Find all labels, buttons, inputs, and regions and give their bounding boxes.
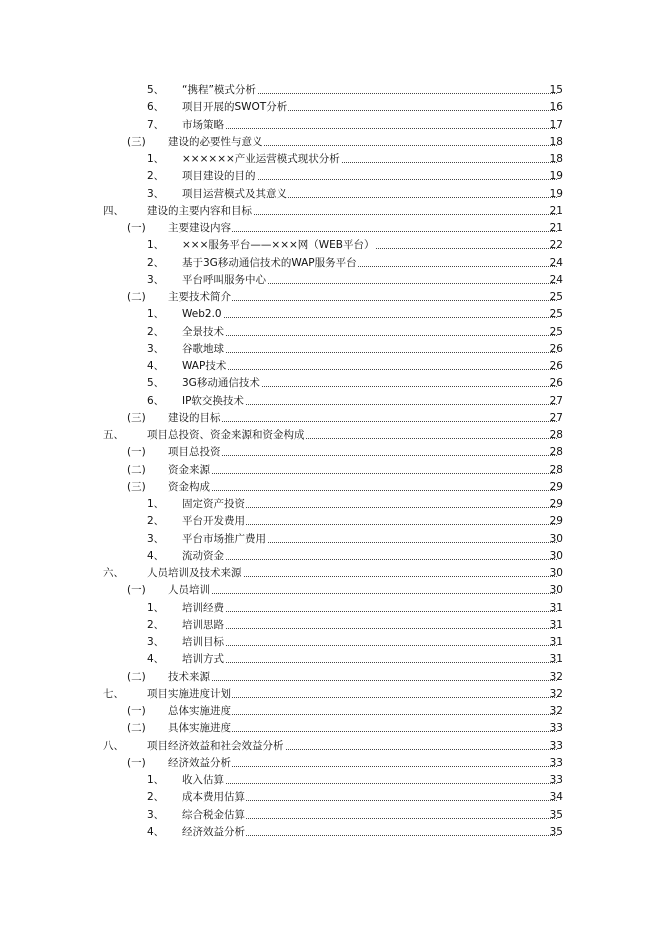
toc-entry-number: (一): [127, 446, 146, 459]
toc-entry-number: 六、: [103, 567, 124, 579]
toc-page-number: 25: [549, 308, 563, 321]
toc-entry-number: (一): [127, 756, 146, 769]
toc-entry-title: 流动资金: [182, 549, 224, 562]
toc-entry-number: 4、: [147, 653, 165, 666]
toc-entry-number: 6、: [147, 101, 165, 114]
toc-entry-number: (二): [127, 463, 146, 476]
toc-entry-number: 1、: [147, 498, 165, 510]
toc-entry[interactable]: [0, 686, 662, 702]
toc-entry-number: (二): [127, 670, 146, 683]
toc-entry-number: (二): [127, 291, 146, 303]
toc-entry-number: 五、: [103, 429, 124, 441]
toc-entry-number: 5、: [147, 377, 165, 390]
toc-entry-number: 1、: [147, 308, 165, 321]
toc-dot-leader: [182, 559, 557, 560]
toc-entry-number: 七、: [103, 687, 124, 700]
toc-entry-title: 经济效益分析: [182, 825, 245, 838]
toc-entry-number: 3、: [147, 636, 165, 648]
toc-page-number: 29: [549, 480, 563, 493]
toc-page-number: 27: [549, 411, 563, 424]
toc-entry-title: 培训目标: [182, 636, 224, 648]
toc-page-number: 25: [549, 325, 563, 338]
toc-entry[interactable]: [0, 237, 662, 253]
toc-page-number: 27: [549, 394, 563, 407]
toc-entry-number: 1、: [147, 601, 165, 614]
toc-dot-leader: [182, 369, 557, 370]
toc-entry-title: 项目经济效益和社会效益分析: [147, 739, 284, 752]
toc-entry-title: 人员培训及技术来源: [147, 567, 242, 579]
toc-entry-title: 资金来源: [168, 463, 210, 476]
toc-entry-number: 3、: [147, 808, 165, 821]
toc-entry[interactable]: [0, 82, 662, 98]
toc-entry[interactable]: [0, 134, 662, 150]
toc-entry-title: 3G移动通信技术: [182, 377, 260, 390]
toc-entry-title: 建设的主要内容和目标: [147, 204, 252, 217]
toc-entry-title: 技术来源: [168, 670, 210, 683]
toc-entry-number: 6、: [147, 394, 165, 407]
toc-entry[interactable]: [0, 479, 662, 495]
toc-dot-leader: [182, 783, 557, 784]
toc-entry-title: 培训方式: [182, 653, 224, 666]
toc-entry[interactable]: [0, 358, 662, 374]
toc-page-number: 18: [549, 153, 563, 165]
toc-entry-title: 固定资产投资: [182, 498, 245, 510]
toc-page-number: 25: [549, 291, 563, 303]
toc-entry-title: 成本费用估算: [182, 791, 245, 804]
toc-page-number: 33: [549, 722, 563, 735]
toc-entry-number: 5、: [147, 84, 165, 96]
toc-page-number: 32: [549, 687, 563, 700]
toc-entry-title: 主要技术简介: [168, 291, 231, 303]
toc-entry-title: 平台开发费用: [182, 515, 245, 528]
toc-entry-number: (三): [127, 480, 146, 493]
toc-entry-number: 4、: [147, 549, 165, 562]
toc-entry[interactable]: [0, 531, 662, 547]
toc-entry-number: (三): [127, 411, 146, 424]
toc-entry[interactable]: [0, 375, 662, 391]
toc-entry-title: 全景技术: [182, 325, 224, 338]
toc-page-number: 31: [549, 653, 563, 666]
toc-entry-number: 2、: [147, 170, 165, 183]
toc-entry-title: “携程”模式分析: [182, 84, 256, 96]
toc-entry-title: ××××××产业运营模式现状分析: [182, 153, 340, 165]
toc-page-number: 19: [549, 187, 563, 200]
toc-entry[interactable]: [0, 462, 662, 478]
toc-entry-number: 3、: [147, 342, 165, 355]
toc-entry-title: 具体实施进度: [168, 722, 231, 735]
toc-entry[interactable]: [0, 324, 662, 340]
toc-dot-leader: [182, 611, 557, 612]
toc-entry[interactable]: [0, 220, 662, 236]
toc-entry-title: 经济效益分析: [168, 756, 231, 769]
toc-entry[interactable]: [0, 738, 662, 754]
toc-entry-title: 项目总投资、资金来源和资金构成: [147, 429, 305, 441]
toc-page-number: 29: [549, 515, 563, 528]
toc-entry-title: 收入估算: [182, 774, 224, 786]
toc-page-number: 31: [549, 618, 563, 631]
toc-page-number: 33: [549, 739, 563, 752]
toc-entry-title: 培训经费: [182, 601, 224, 614]
toc-dot-leader: [168, 455, 557, 456]
toc-entry-number: 四、: [103, 204, 124, 217]
toc-dot-leader: [182, 662, 557, 663]
toc-dot-leader: [182, 335, 557, 336]
toc-entry-title: IP软交换技术: [182, 394, 244, 407]
toc-entry[interactable]: [0, 565, 662, 581]
toc-entry[interactable]: [0, 772, 662, 788]
toc-entry[interactable]: [0, 582, 662, 598]
toc-page-number: 30: [549, 532, 563, 545]
toc-page-number: 22: [549, 239, 563, 252]
toc-page-number: 18: [549, 135, 563, 148]
toc-entry[interactable]: [0, 151, 662, 167]
toc-page-number: 24: [549, 273, 563, 286]
toc-page-number: 35: [549, 808, 563, 821]
toc-entry-title: 项目开展的SWOT分析: [182, 101, 288, 114]
toc-dot-leader: [168, 421, 557, 422]
toc-entry[interactable]: [0, 427, 662, 443]
toc-page-number: 31: [549, 636, 563, 648]
toc-dot-leader: [182, 628, 557, 629]
toc-page-number: 32: [549, 670, 563, 683]
toc-entry-title: 人员培训: [168, 584, 210, 597]
toc-entry-title: 平台市场推广费用: [182, 532, 266, 545]
toc-entry[interactable]: [0, 496, 662, 512]
toc-page-number: 29: [549, 498, 563, 510]
toc-page-number: 19: [549, 170, 563, 183]
toc-page-number: 28: [549, 429, 563, 441]
toc-entry-title: ×××服务平台——×××网（WEB平台）: [182, 239, 375, 252]
toc-dot-leader: [182, 317, 557, 318]
toc-entry-title: 资金构成: [168, 480, 210, 493]
toc-page-number: 33: [549, 756, 563, 769]
toc-page-number: 15: [549, 84, 563, 96]
toc-entry[interactable]: [0, 807, 662, 823]
toc-entry[interactable]: [0, 255, 662, 271]
toc-dot-leader: [168, 490, 557, 491]
toc-entry-title: 谷歌地球: [182, 342, 224, 355]
toc-entry[interactable]: [0, 548, 662, 564]
toc-entry-title: 平台呼叫服务中心: [182, 273, 266, 286]
toc-entry-number: (一): [127, 584, 146, 597]
toc-entry-title: 主要建设内容: [168, 222, 231, 234]
toc-entry-title: 项目总投资: [168, 446, 221, 459]
toc-entry-title: 培训思路: [182, 618, 224, 631]
toc-page-number: 30: [549, 549, 563, 562]
toc-entry[interactable]: [0, 824, 662, 840]
toc-entry[interactable]: [0, 669, 662, 685]
toc-entry-title: 项目运营模式及其意义: [182, 187, 287, 200]
toc-page-number: 26: [549, 377, 563, 390]
toc-entry[interactable]: [0, 306, 662, 322]
toc-page-number: 21: [549, 204, 563, 217]
toc-page-number: 16: [549, 101, 563, 114]
toc-entry[interactable]: [0, 99, 662, 115]
toc-dot-leader: [182, 352, 557, 353]
toc-dot-leader: [182, 645, 557, 646]
toc-entry-number: 3、: [147, 187, 165, 200]
toc-entry[interactable]: [0, 289, 662, 305]
toc-entry-number: 4、: [147, 825, 165, 838]
toc-entry[interactable]: [0, 651, 662, 667]
toc-entry[interactable]: [0, 755, 662, 771]
toc-entry[interactable]: [0, 341, 662, 357]
toc-entry[interactable]: [0, 703, 662, 719]
toc-entry[interactable]: [0, 168, 662, 184]
toc-dot-leader: [168, 473, 557, 474]
toc-entry-number: (二): [127, 722, 146, 735]
toc-entry-number: 3、: [147, 273, 165, 286]
toc-entry[interactable]: [0, 203, 662, 219]
toc-page-number: 34: [549, 791, 563, 804]
toc-entry[interactable]: [0, 600, 662, 616]
toc-entry[interactable]: [0, 117, 662, 133]
toc-entry-number: 1、: [147, 774, 165, 786]
toc-page-number: 35: [549, 825, 563, 838]
toc-page-number: 32: [549, 705, 563, 717]
toc-entry[interactable]: [0, 617, 662, 633]
toc-entry[interactable]: [0, 410, 662, 426]
toc-entry-number: 7、: [147, 118, 165, 131]
toc-entry-number: 3、: [147, 532, 165, 545]
toc-page-number: 28: [549, 463, 563, 476]
toc-dot-leader: [182, 128, 557, 129]
toc-entry-title: 基于3G移动通信技术的WAP服务平台: [182, 256, 357, 269]
toc-dot-leader: [168, 680, 557, 681]
toc-entry-title: WAP技术: [182, 360, 227, 372]
toc-entry-number: 2、: [147, 791, 165, 804]
toc-entry-number: 1、: [147, 239, 165, 252]
toc-entry[interactable]: [0, 186, 662, 202]
toc-page-number: 24: [549, 256, 563, 269]
toc-entry[interactable]: [0, 634, 662, 650]
toc-entry[interactable]: [0, 272, 662, 288]
toc-page-number: 30: [549, 567, 563, 579]
toc-entry-title: 项目建设的目的: [182, 170, 256, 183]
toc-page-number: 26: [549, 360, 563, 372]
toc-entry-number: (一): [127, 705, 146, 717]
toc-entry-title: 建设的目标: [168, 411, 221, 424]
toc-entry[interactable]: [0, 513, 662, 529]
toc-entry-title: Web2.0: [182, 308, 222, 321]
toc-dot-leader: [168, 593, 557, 594]
toc-entry-number: 2、: [147, 515, 165, 528]
toc-entry-title: 项目实施进度计划: [147, 687, 231, 700]
toc-page-number: 28: [549, 446, 563, 459]
toc-page-number: 17: [549, 118, 563, 131]
toc-page-number: 21: [549, 222, 563, 234]
toc-entry-number: (一): [127, 222, 146, 234]
toc-page-number: 31: [549, 601, 563, 614]
toc-entry-number: 八、: [103, 739, 124, 752]
toc-entry-number: 1、: [147, 153, 165, 165]
toc-entry[interactable]: [0, 789, 662, 805]
toc-entry-title: 市场策略: [182, 118, 224, 131]
toc-entry[interactable]: [0, 720, 662, 736]
toc-page-number: 33: [549, 774, 563, 786]
toc-entry[interactable]: [0, 444, 662, 460]
toc-entry-title: 综合税金估算: [182, 808, 245, 821]
toc-entry-number: (三): [127, 135, 146, 148]
toc-entry-title: 总体实施进度: [168, 705, 231, 717]
toc-entry-number: 2、: [147, 325, 165, 338]
toc-entry-number: 4、: [147, 360, 165, 372]
toc-entry-number: 2、: [147, 618, 165, 631]
toc-page-number: 26: [549, 342, 563, 355]
toc-entry-number: 2、: [147, 256, 165, 269]
toc-entry[interactable]: [0, 393, 662, 409]
toc-page-number: 30: [549, 584, 563, 597]
toc-entry-title: 建设的必要性与意义: [168, 135, 263, 148]
